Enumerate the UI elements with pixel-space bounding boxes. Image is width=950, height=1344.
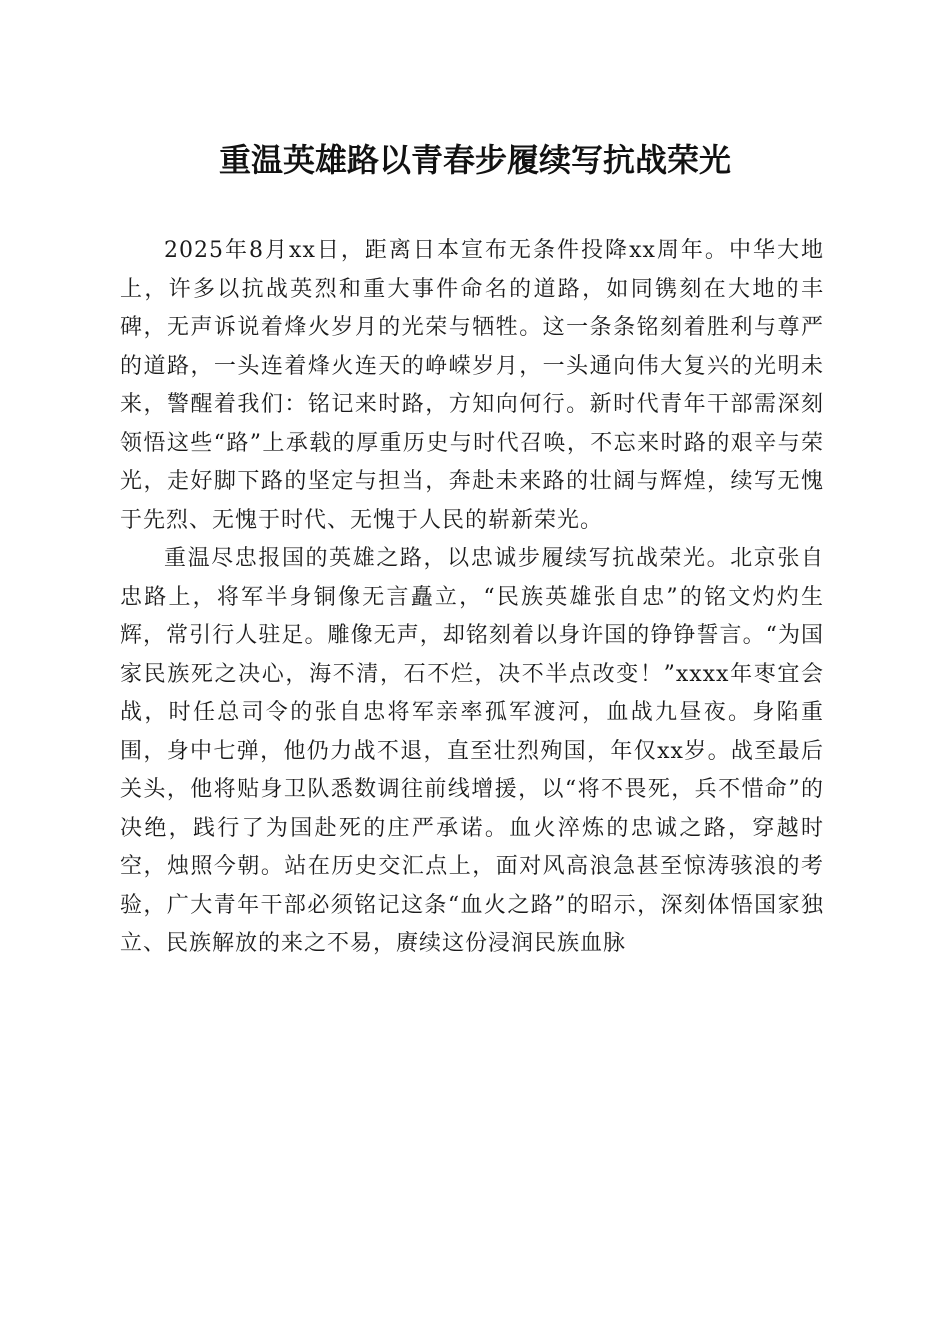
paragraph-intro: 2025年8月xx日，距离日本宣布无条件投降xx周年。中华大地上，许多以抗战英烈和重大事件命名的道路，如同镌刻在大地的丰碑，无声诉说着烽火岁月的光荣与牺牲。这一条条铭刻着胜利与尊严的道路，一头连着烽火连天的峥嵘岁月，一头通向伟大复兴的光明未来，警醒着我们：铭记来时路，方知向何行。新时代青年干部需深刻领悟这些“路”上承载的厚重历史与时代召唤，不忘来时路的艰辛与荣光，走好脚下路的坚定与担当，奔赴未来路的壮阔与辉煌，续写无愧于先烈、无愧于时代、无愧于人民的崭新荣光。 <box>120 238 824 533</box>
document-title: 重温英雄路以青春步履续写抗战荣光 <box>218 141 731 179</box>
document-body <box>120 232 824 964</box>
paragraph-hero-road: 重温尽忠报国的英雄之路，以忠诚步履续写抗战荣光。北京张自忠路上，将军半身铜像无言矗立，“民族英雄张自忠”的铭文灼灼生辉，常引行人驻足。雕像无声，却铭刻着以身许国的铮铮誓言。“为国家民族死之决心，海不清，石不烂，决不半点改变！”xxxx年枣宜会战，时任总司令的张自忠将军亲率孤军渡河，血战九昼夜。身陷重围，身中七弹，他仍力战不退，直至壮烈殉国，年仅xx岁。战至最后关头，他将贴身卫队悉数调往前线增援，以“将不畏死，兵不惜命”的决绝，践行了为国赴死的庄严承诺。血火淬炼的忠诚之路，穿越时空，烛照今朝。站在历史交汇点上，面对风高浪急甚至惊涛骇浪的考验，广大青年干部必须铭记这条“血火之路”的昭示，深刻体悟国家独立、民族解放的来之不易，赓续这份浸润民族血脉 <box>120 546 824 956</box>
